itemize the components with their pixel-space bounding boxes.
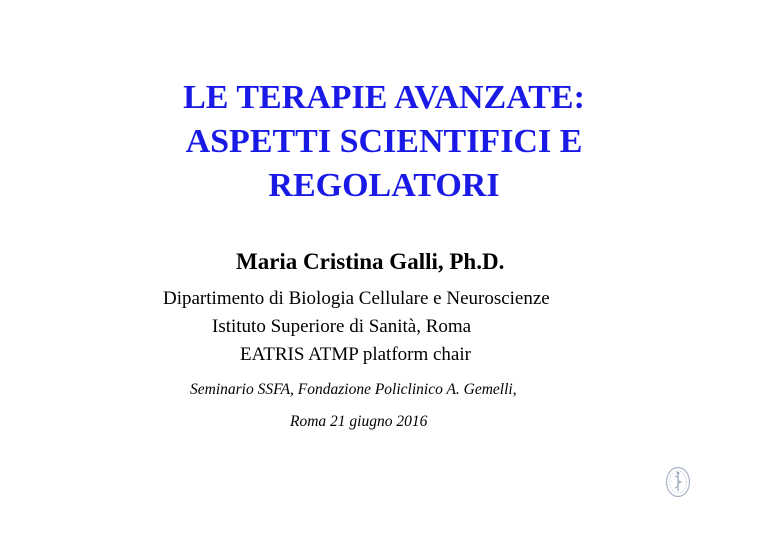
slide-title (0, 76, 768, 208)
title-line-2: ASPETTI SCIENTIFICI E (185, 123, 583, 160)
title-line-1: LE TERAPIE AVANZATE: (183, 79, 585, 116)
author-name: Maria Cristina Galli, Ph.D. (236, 249, 505, 274)
iss-seal-icon (665, 466, 691, 498)
affiliation-department: Dipartimento di Biologia Cellulare e Neuroscienze (163, 288, 550, 309)
event-date: Roma 21 giugno 2016 (290, 413, 428, 430)
affiliation-role: EATRIS ATMP platform chair (240, 344, 471, 365)
title-line-3: REGOLATORI (268, 167, 500, 204)
event-venue: Seminario SSFA, Fondazione Policlinico A. Gemelli, (190, 381, 517, 398)
affiliation-institute: Istituto Superiore di Sanità, Roma (212, 316, 472, 337)
